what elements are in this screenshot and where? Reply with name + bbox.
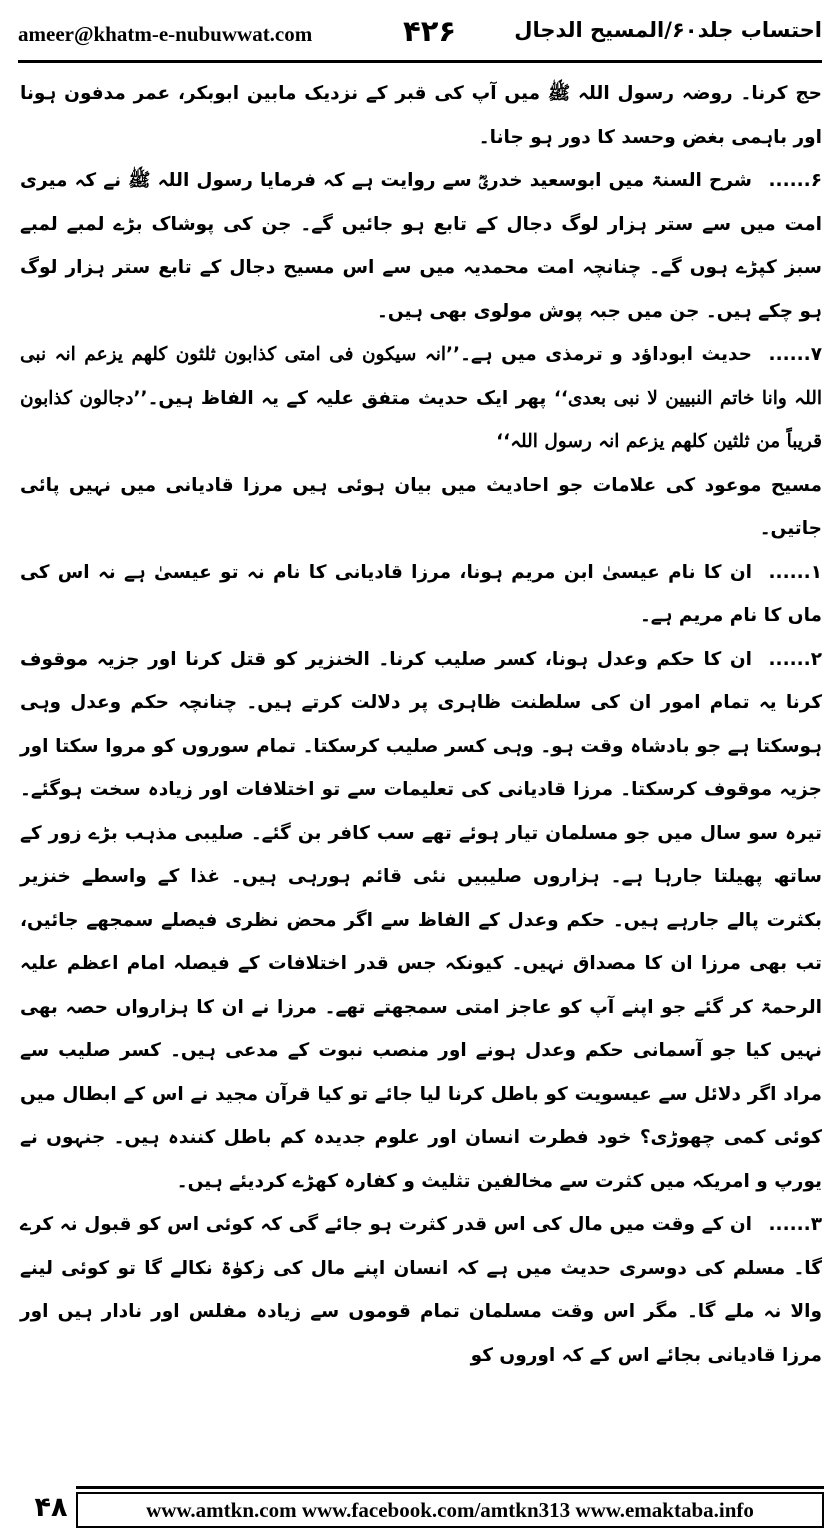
footer-rule xyxy=(76,1486,824,1489)
section-intro: مسیح موعود کی علامات جو احادیث میں بیان ہوئی ہیں مرزا قادیانی میں نہیں پائی جاتیں۔ xyxy=(20,474,822,539)
body-text xyxy=(20,72,822,1377)
paragraph xyxy=(20,72,822,159)
item-text: ان کا حکم وعدل ہونا، کسر صلیب کرنا۔ الخنزیر کو قتل کرنا اور جزیہ موقوف کرنا یہ تمام امور ان کی سلطنت ظاہری پر دلالت کرتے ہیں۔ چنانچہ حکم وعدل وہی ہوسکتا ہے جو بادشاہ وقت ہو۔ وہی کسر صلیب کرسکتا۔ تمام سوروں کو مروا سکتا اور جزیہ موقوف کرسکتا۔ مرزا قادیانی کی تعلیمات سے تو اختلافات اور زیادہ سخت ہوگئے۔ تیرہ سو سال میں جو مسلمان تیار ہوئے تھے سب کافر بن گئے۔ صلیبی مذہب بڑے زور کے ساتھ پھیلتا جارہا ہے۔ ہزاروں صلیبیں نئی قائم ہورہی ہیں۔ غذا کے واسطے خنزیر بکثرت پالے جارہے ہیں۔ حکم وعدل کے الفاظ سے اگر محض نظری فیصلے سمجھے جائیں، تب بھی مرزا ان کا مصداق نہیں۔ کیونکہ جس قدر اختلافات کے فیصلہ امام اعظم علیہ الرحمۃ کر گئے جو اپنے آپ کو عاجز امتی سمجھتے تھے۔ مرزا نے ان کا ہزارواں حصہ بھی نہیں کیا جو آسمانی حکم وعدل ہونے اور منصب نبوت کے مدعی ہیں۔ کسر صلیب سے مراد اگر دلائل سے عیسویت کو باطل کرنا لیا جائے تو کیا قرآن مجید نے اس کے ابطال میں کوئی کمی چھوڑی؟ خود فطرت انسان اور علوم جدیدہ کم باطل کنندہ ہیں۔ جنہوں نے یورپ و امریکہ میں کثرت سے مخالفین تثلیث و کفارہ کھڑے کردیئے ہیں۔ xyxy=(20,648,822,1192)
item-text: ان کے وقت میں مال کی اس قدر کثرت ہو جائے گی کہ کوئی اس کو قبول نہ کرے گا۔ مسلم کی دوسری حدیث میں ہے کہ انسان اپنے مال کی زکوٰۃ نکالے گا تو کوئی لینے والا نہ ملے گا۔ مگر اس وقت مسلمان تمام قوموں سے زیادہ مفلس اور نادار ہیں اور مرزا قادیانی بجائے اس کے کہ اوروں کو xyxy=(20,1214,822,1366)
arabic-quote: انہ سیکون فی امتی کذابون ثلثون کلھم یزعم انہ نبی اللہ وانا خاتم النبیین لا نبی بعدی xyxy=(20,344,823,409)
paragraph-intro: حدیث ابوداؤد و ترمذی میں ہے۔’’ xyxy=(446,344,753,365)
item-number: ۳...... xyxy=(768,1214,822,1235)
header-email: ameer@khatm-e-nubuwwat.com xyxy=(18,22,313,46)
item-number: ۱...... xyxy=(768,561,822,583)
arabic-quote: دجالون کذابون قریباً من ثلثین کلھم یزعم انہ رسول اللہ xyxy=(20,387,822,452)
header-page-number: ۴۲۶ xyxy=(403,14,457,48)
list-item xyxy=(20,1203,822,1377)
paragraph xyxy=(20,159,822,333)
paragraph-end: ‘‘ xyxy=(496,431,511,452)
paragraph xyxy=(20,333,822,464)
paragraph-number: ۶...... xyxy=(768,170,822,191)
paragraph-mid: ‘‘ پھر ایک حدیث متفق علیہ کے یہ الفاظ ہیں۔’’ xyxy=(133,387,568,409)
paragraph-number: ۷...... xyxy=(768,344,823,365)
paragraph-text: شرح السنۃ میں ابوسعید خدریؓ سے روایت ہے کہ فرمایا رسول اللہ ﷺ نے کہ میری امت میں سے ستر ہزار لوگ دجال کے تابع ہو جائیں گے۔ جن کی پوشاک بڑے لمبے لمبے سبز کپڑے ہوں گے۔ چنانچہ امت محمدیہ میں سے اس مسیح دجال کے تابع ستر ہزار لوگ ہو چکے ہیں۔ جن میں جبہ پوش مولوی بھی ہیں۔ xyxy=(20,170,822,322)
running-title: احتساب جلد۶۰/المسیح الدجال xyxy=(514,18,822,42)
item-number: ۲...... xyxy=(768,648,822,670)
page-footer xyxy=(16,1486,824,1532)
paragraph-text: حج کرنا۔ روضہ رسول اللہ ﷺ میں آپ کی قبر کے نزدیک مابین ابوبکر، عمر مدفون ہونا اور باہمی بغض وحسد کا دور ہو جانا۔ xyxy=(20,83,822,148)
header-rule xyxy=(18,60,822,63)
item-text: ان کا نام عیسیٰ ابن مریم ہونا، مرزا قادیانی کا نام نہ تو عیسیٰ ہے نہ اس کی ماں کا نام مریم ہے۔ xyxy=(20,561,822,626)
list-item xyxy=(20,638,822,1204)
footer-page-number: ۴۸ xyxy=(34,1492,68,1523)
footer-links[interactable]: www.amtkn.com www.facebook.com/amtkn313 www.emaktaba.info xyxy=(76,1492,824,1528)
page-header xyxy=(18,14,822,58)
list-item xyxy=(20,551,822,638)
